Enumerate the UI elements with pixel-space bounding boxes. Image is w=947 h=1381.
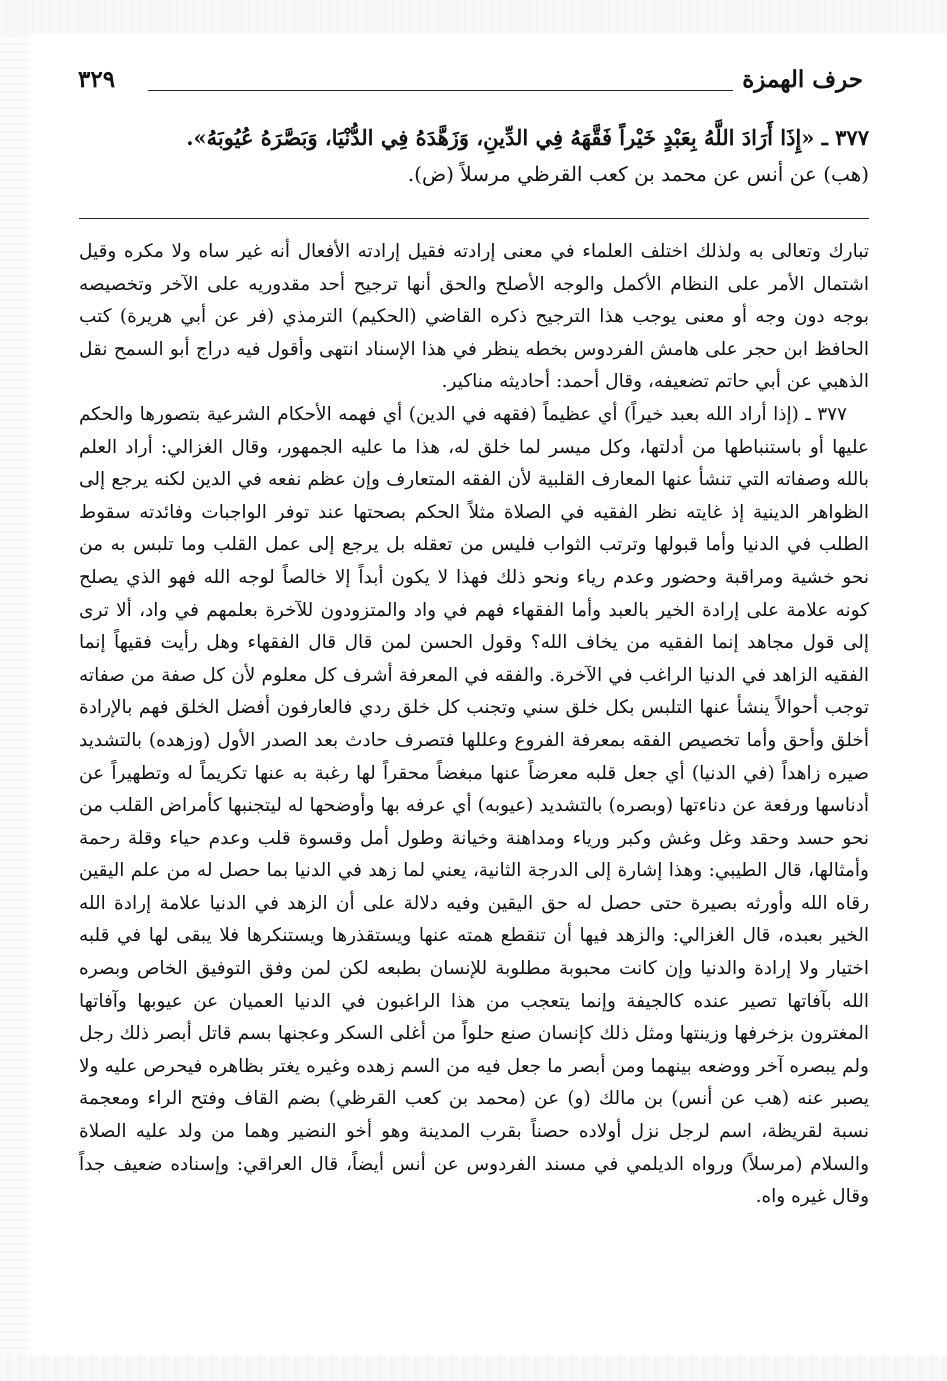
scan-edge-left xyxy=(0,34,30,1355)
hadith-source: (هب) عن أنس عن محمد بن كعب القرظي مرسلاً (ض). xyxy=(407,161,869,186)
scan-edge-top xyxy=(0,0,947,34)
scan-edge-bottom xyxy=(0,1355,947,1381)
commentary xyxy=(79,236,869,1214)
commentary-paragraph: تبارك وتعالى به ولذلك اختلف العلماء في معنى إرادته فقيل إرادته الأفعال أنه غير ساه ولا مكره وقيل اشتمال الأمر على النظام الأكمل والوجه الأصلح والحق أنها ترجيح أحد مقدوريه على الآخر وتخصيصه بوجه دون وجه أو معنى يوجب هذا الترجيح ذكره القاضي (الحكيم) الترمذي (فر عن أبي هريرة) كتب الحافظ ابن حجر على هامش الفردوس بخطه ينظر في هذا الإسناد انتهى وأقول فيه دراج أبو السمح نقل الذهبي عن أبي حاتم تضعيفه، وقال أحمد: أحاديثه مناكير. xyxy=(79,241,869,393)
page-number: ٣٢٩ xyxy=(78,66,116,93)
commentary-paragraph: ٣٧٧ ـ (إذا أراد الله بعبد خيراً) أي عظيماً (فقهه في الدين) أي فهمه الأحكام الشرعية بتصورها والحكم عليها أو باستنباطها من أدلتها، وكل ميسر لما خلق له، هذا ما عليه الجمهور، وقال الغزالي: أراد العلم بالله وصفاته التي تنشأ عنها المعارف القلبية لأن الفقه المتعارف وإن عظم نفعه في الدين لكنه يرجع إلى الظواهر الدينية إذ غايته نظر الفقيه في الصلاة مثلاً الحكم بصحتها عند توفر الواجبات وفائدته سقوط الطلب في الدنيا وأما قبولها وترتب الثواب فليس من تعقله بل يرجع إلى عمل القلب وما تلبس به من نحو خشية ومراقبة وحضور وعدم رياء ونحو ذلك فهذا لا يكون أبداً إلا خالصاً لوجه الله فهو الذي يصلح كونه علامة على إرادة الخير بالعبد وأما الفقهاء فهم في واد والمتزودون للآخرة بعلمهم في واد، ألا ترى إلى قول مجاهد إنما الفقيه من يخاف الله؟ وقول الحسن لمن قال قال الفقهاء وهل رأيت فقيهاً إنما الفقيه الزاهد في الدنيا الراغب في الآخرة. والفقه في المعرفة أشرف كل معلوم لأن كل صفة من صفاته توجب أحوالاً ينشأ عنها التلبس بكل خلق سني وتجنب كل خلق ردي فالعارفون أفضل الخلق فهم بالإرادة أخلق وأحق وأما تخصيص الفقه بمعرفة الفروع وعللها فتصرف حادث بعد الصدر الأول (وزهده) بالتشديد صيره زاهداً (في الدنيا) أي جعل قلبه معرضاً عنها مبغضاً محقراً لها رغبة به عنها تكريماً له وتطهيراً عن أدناسها ورفعة عن دناءتها (وبصره) بالتشديد (عيوبه) أي عرفه بها وأوضحها له ليتجنبها كأمراض القلب من نحو حسد وحقد وغل وغش وكبر ورياء ومداهنة وخيانة وطول أمل وقسوة قلب وعدم حياء وقلة رحمة وأمثالها، قال الطيبي: وهذا إشارة إلى الدرجة الثانية، يعني لما زهد في الدنيا بما حصل له من علم اليقين رقاه الله وأورثه بصيرة حتى حصل له حق اليقين وفيه دلالة على أن الزهد في الدنيا علامة إرادة الله الخير بعبده، قال الغزالي: والزهد فيها أن تنقطع همته عنها ويستقذرها ويستنكرها فلا يبقى لها في قلبه اختيار ولا إرادة والدنيا وإن كانت محبوبة مطلوبة للإنسان بطبعه لكن لمن وفق التوفيق الخاص وبصره الله بآفاتها تصير عنده كالجيفة وإنما يتعجب من هذا الراغبون في الدنيا العميان عن عيوبها وآفاتها المغترون بزخرفها وزينتها ومثل ذلك كإنسان صنع حلواً من أغلى السكر وعجنها بسم قاتل أبصر ذلك رجل ولم يبصره آخر ووضعه بينهما ومن أبصر ما جعل فيه من السم زهده وغيره يغتر بظاهره فيحرص عليه ولا يصبر عنه (هب عن أنس) بن مالك (و) عن (محمد بن كعب القرظي) بضم القاف وفتح الراء ومعجمة نسبة لقريظة، اسم لرجل نزل أولاده حصناً بقرب المدينة وهو أخو النضير وهما من ولد عليه الصلاة والسلام (مرسلاً) ورواه الديلمي في مسند الفردوس عن أنس أيضاً، قال العراقي: وإسناده ضعيف جداً وقال غيره واه. xyxy=(79,403,869,1208)
hadith-block xyxy=(79,120,869,191)
header-rule xyxy=(148,90,733,91)
hadith-text: ٣٧٧ ـ «إِذَا أَرَادَ اللَّهُ بِعَبْدٍ خَيْراً فَقَّهَهُ فِي الدِّينِ، وَزَهَّدَهُ فِي الدُّنْيَا، وَبَصَّرَهُ عُيُوبَهُ». xyxy=(186,125,869,150)
page-header xyxy=(78,64,863,104)
running-head: حرف الهمزة xyxy=(742,66,863,93)
footnote-separator xyxy=(79,218,869,219)
